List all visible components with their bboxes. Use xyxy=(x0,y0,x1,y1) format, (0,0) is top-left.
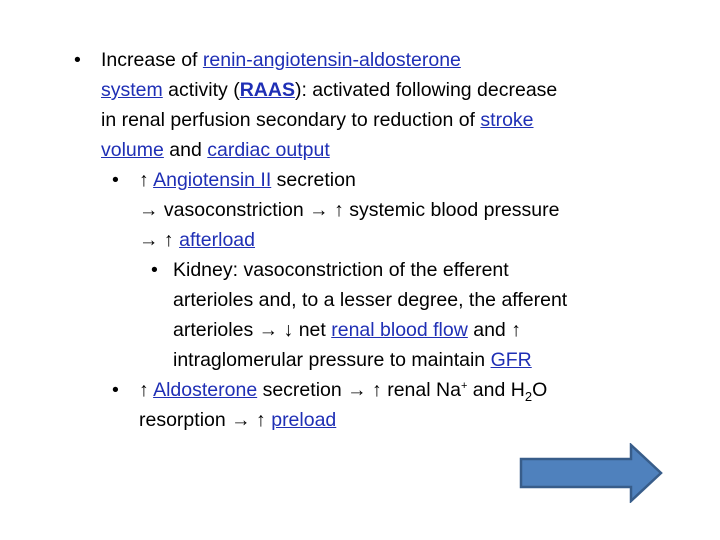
bullet-marker: • xyxy=(112,379,119,401)
raas-link-continued[interactable]: system xyxy=(101,79,163,101)
renal-perfusion-text: in renal perfusion secondary to reduction of xyxy=(101,109,481,131)
main-prefix: Increase of xyxy=(101,49,203,71)
renal-blood-flow-link[interactable]: renal blood flow xyxy=(331,319,468,341)
main-bullet-line-1 xyxy=(101,45,461,75)
and-h-text: and H xyxy=(467,379,525,401)
angiotensin-ii-link[interactable]: Angiotensin II xyxy=(153,169,272,191)
bullet-marker: • xyxy=(74,49,81,71)
aldosterone-link[interactable]: Aldosterone xyxy=(153,379,258,401)
arrow-prefix-text: → ↑ xyxy=(139,229,180,251)
up-arrow-text: ↑ xyxy=(139,379,154,401)
raas-link[interactable]: renin-angiotensin-aldosterone xyxy=(202,49,461,71)
main-bullet-line-4 xyxy=(101,135,330,165)
afterload-link[interactable]: afterload xyxy=(179,229,255,251)
sub-sub-bullet-line-2: arterioles and, to a lesser degree, the afferent xyxy=(173,289,568,311)
sub-bullet-1-line-3 xyxy=(139,225,255,255)
secretion-text: secretion xyxy=(271,169,356,191)
sub-bullet-1-line-1 xyxy=(139,165,356,195)
main-bullet-line-3 xyxy=(101,105,534,135)
up-arrow-text: ↑ xyxy=(139,169,154,191)
sub-sub-bullet-line-3 xyxy=(173,315,521,345)
preload-link[interactable]: preload xyxy=(271,409,337,431)
and-up-text: and ↑ xyxy=(467,319,521,341)
gfr-link[interactable]: GFR xyxy=(490,349,532,371)
activated-text: ): activated following decrease xyxy=(294,79,558,101)
secretion-na-text: secretion → ↑ renal Na xyxy=(257,379,461,401)
raas-abbrev-link[interactable]: RAAS xyxy=(239,79,295,101)
stroke-volume-link-continued[interactable]: volume xyxy=(101,139,164,161)
sub-bullet-2-line-2 xyxy=(139,405,336,435)
resorption-text: resorption → ↑ xyxy=(139,409,272,431)
activity-text: activity ( xyxy=(162,79,240,101)
cardiac-output-link[interactable]: cardiac output xyxy=(207,139,330,161)
right-arrow-icon xyxy=(521,445,661,501)
intraglomerular-text: intraglomerular pressure to maintain xyxy=(173,349,491,371)
main-bullet-line-2 xyxy=(101,75,557,105)
stroke-volume-link[interactable]: stroke xyxy=(480,109,534,131)
next-slide-button[interactable] xyxy=(519,443,663,503)
and-text: and xyxy=(163,139,208,161)
bullet-marker: • xyxy=(112,169,119,191)
sub-sub-bullet-line-1: Kidney: vasoconstriction of the efferent xyxy=(173,259,509,281)
sub-sub-bullet-line-4 xyxy=(173,345,532,375)
bullet-marker: • xyxy=(151,259,158,281)
sub-bullet-2-line-1 xyxy=(139,375,547,405)
sub-bullet-1-line-2: → vasoconstriction → ↑ systemic blood pressure xyxy=(139,199,560,221)
arterioles-text: arterioles → ↓ net xyxy=(173,319,332,341)
h2o-subscript: 2 xyxy=(524,389,533,404)
o-text: O xyxy=(532,379,548,401)
na-superscript: + xyxy=(460,380,468,392)
